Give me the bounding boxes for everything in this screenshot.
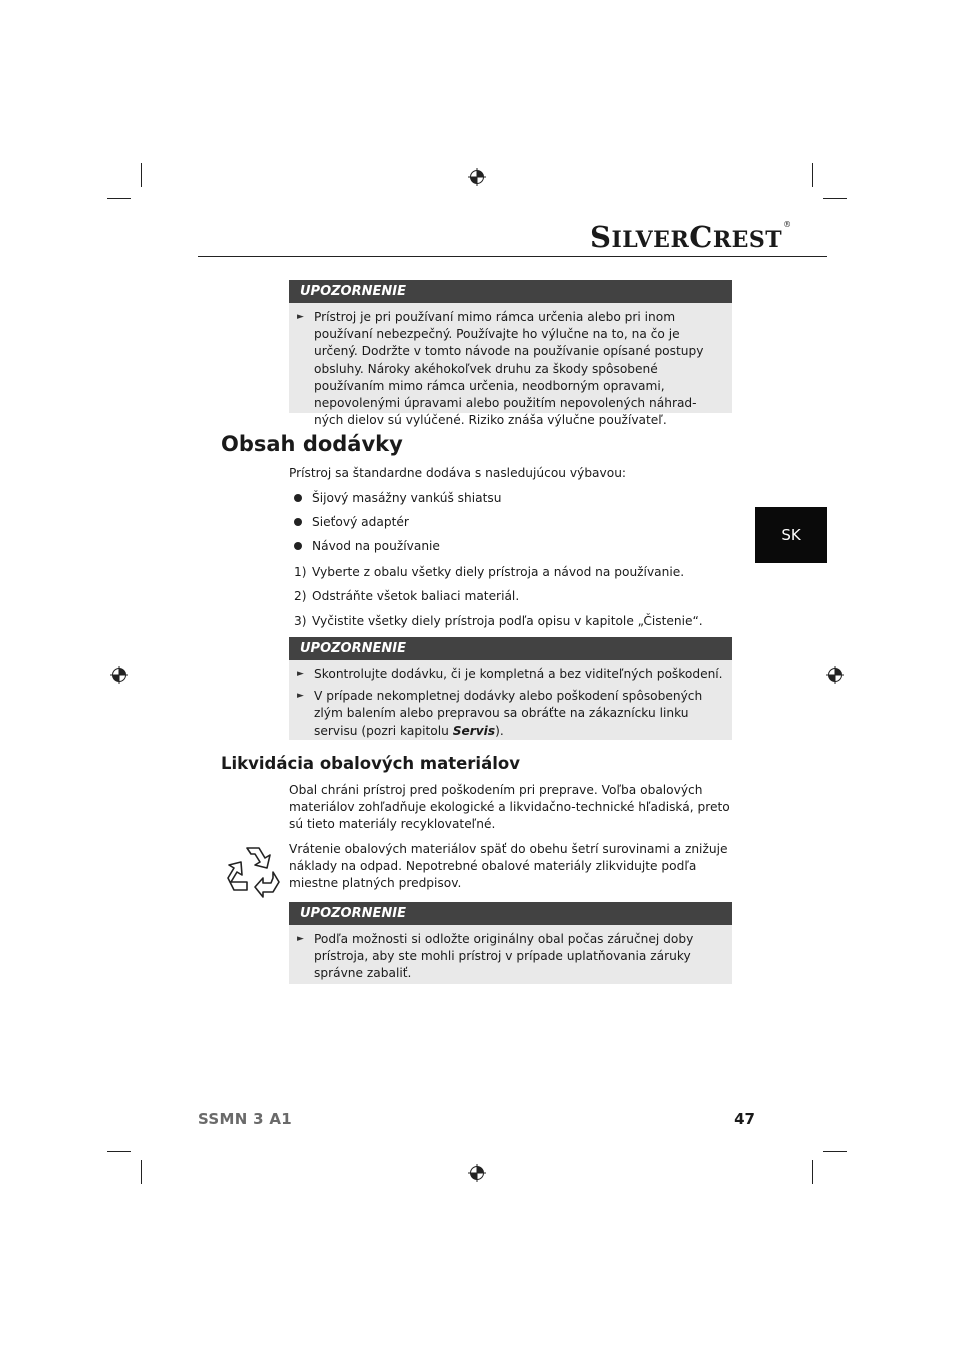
language-tab: SK: [755, 507, 827, 563]
crop-mark: [141, 163, 142, 187]
notice-box-safety: [289, 280, 732, 428]
servis-reference: Servis: [452, 723, 496, 738]
step-item: 1) Vyberte z obalu všetky diely prístroja a návod na používanie.: [294, 565, 685, 579]
delivery-intro: Prístroj sa štandardne dodáva s nasledujúcou výbavou:: [289, 466, 627, 480]
step-item: 3) Vyčistite všetky diely prístroja podľa opisu v kapitole „Čistenie“.: [294, 614, 703, 628]
registration-mark-icon: [468, 168, 486, 186]
footer-model: SSMN 3 A1: [198, 1110, 293, 1128]
notice-title: UPOZORNENIE: [289, 280, 732, 303]
registration-mark-icon: [110, 666, 128, 684]
arrow-right-icon: ►: [297, 669, 304, 679]
notice-item: ► Prístroj je pri používaní mimo rámca určenia alebo pri inom používaní nebezpečný. Používajte ho výlučne na to, na čo je určený. Dodržte v tomto návode na používanie opísané postupy obsluhy. Nároky akéhokoľvek druhu za škody spôsobené používaním mimo rámca určenia, neodborným opravami, nepovolenými úpravami alebo použitím nepovolených náhrad-ných dielov sú vylúčené. Riziko znáša výlučne používateľ.: [297, 309, 724, 429]
notice-box-delivery: [289, 637, 732, 740]
bullet-dot-icon: [294, 494, 302, 502]
crop-mark: [107, 198, 131, 199]
crop-mark: [812, 1160, 813, 1184]
arrow-right-icon: ►: [297, 312, 304, 322]
bullet-dot-icon: [294, 542, 302, 550]
registration-mark-icon: [826, 666, 844, 684]
crop-mark: [823, 198, 847, 199]
recycle-icon: [227, 842, 283, 898]
notice-item: ► V prípade nekompletnej dodávky alebo poškodení spôsobených zlým balením alebo prepravou sa obráťte na zákaznícku linku servisu (pozri kapitolu Servis).: [297, 688, 724, 740]
disposal-paragraph-1: Obal chráni prístroj pred poškodením pri preprave. Voľba obalových materiálov zohľadňuje ekologické a likvidačno-technické hľadiská, preto sú tieto materiály recyklovateľné.: [289, 783, 730, 832]
notice-item: ► Podľa možnosti si odložte originálny obal počas záručnej doby prístroja, aby ste mohli prístroj v prípade uplatňovania záruky správne zabaliť.: [297, 931, 724, 983]
crop-mark: [812, 163, 813, 187]
disposal-paragraph-2: Vrátenie obalových materiálov späť do obehu šetrí surovinami a znižuje náklady na odpad. Nepotrebné obalové materiály zlikvidujte podľa miestne platných predpisov.: [289, 842, 728, 891]
registration-mark-icon: [468, 1164, 486, 1182]
page-number: 47: [734, 1110, 755, 1128]
crop-mark: [107, 1151, 131, 1152]
notice-box-packaging: [289, 902, 732, 984]
step-item: 2) Odstráňte všetok baliaci materiál.: [294, 589, 520, 603]
notice-title: UPOZORNENIE: [289, 902, 732, 925]
notice-item: ► Skontrolujte dodávku, či je kompletná a bez viditeľných poškodení.: [297, 666, 724, 683]
header-rule: [198, 256, 827, 257]
list-item: Šijový masážny vankúš shiatsu: [294, 490, 501, 507]
arrow-right-icon: ►: [297, 691, 304, 702]
crop-mark: [141, 1160, 142, 1184]
brand-logo: SILVERCREST®: [590, 220, 792, 254]
bullet-dot-icon: [294, 518, 302, 526]
section-title-delivery: Obsah dodávky: [221, 432, 403, 456]
list-item: Sieťový adaptér: [294, 514, 409, 531]
arrow-right-icon: ►: [297, 934, 304, 944]
section-title-disposal: Likvidácia obalových materiálov: [221, 754, 520, 773]
list-item: Návod na používanie: [294, 538, 440, 555]
notice-title: UPOZORNENIE: [289, 637, 732, 660]
crop-mark: [823, 1151, 847, 1152]
